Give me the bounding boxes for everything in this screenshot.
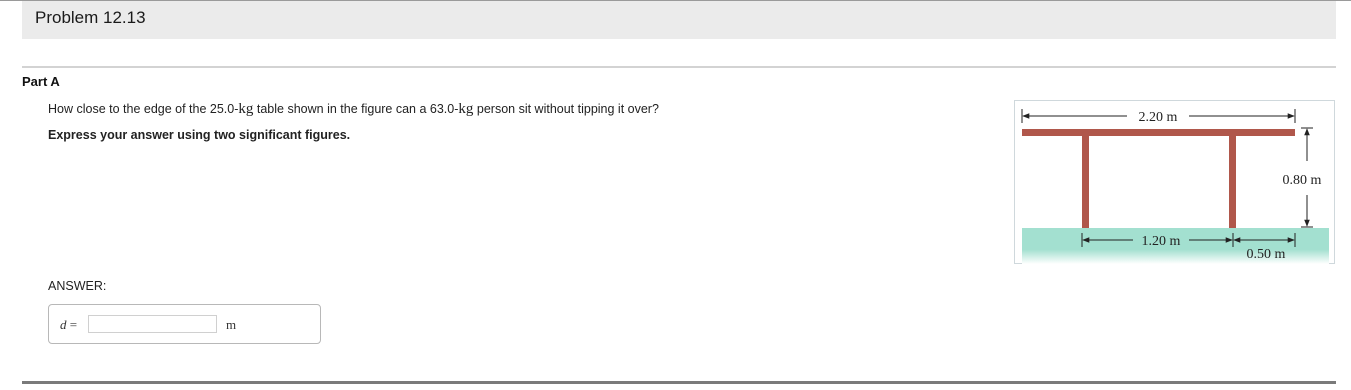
table-top bbox=[1022, 129, 1295, 136]
dim-top-label: 2.20 m bbox=[1138, 110, 1178, 125]
dim-height-label: 0.80 m bbox=[1282, 173, 1322, 188]
problem-header bbox=[22, 1, 1336, 39]
question-prefix: How close to the edge of the 25.0- bbox=[48, 102, 239, 116]
question-unit-2: kg bbox=[458, 101, 474, 117]
answer-equals: = bbox=[69, 317, 78, 332]
answer-unit: m bbox=[226, 317, 237, 332]
question-unit-1: kg bbox=[238, 101, 254, 117]
table-leg-right bbox=[1229, 136, 1236, 228]
part-title: Part A bbox=[22, 74, 60, 89]
table-leg-left bbox=[1082, 136, 1089, 228]
table-diagram bbox=[1015, 101, 1336, 265]
problem-title: Problem 12.13 bbox=[35, 8, 146, 27]
answer-variable-label bbox=[60, 317, 77, 333]
question-text bbox=[48, 101, 659, 118]
bottom-rule bbox=[22, 381, 1336, 384]
section-divider bbox=[22, 66, 1336, 68]
answer-variable: d bbox=[60, 317, 67, 332]
table-figure bbox=[1014, 100, 1335, 264]
question-middle: table shown in the figure can a 63.0- bbox=[253, 102, 459, 116]
dim-leg-label: 1.20 m bbox=[1141, 234, 1181, 249]
answer-input[interactable] bbox=[88, 315, 217, 333]
answer-label: ANSWER: bbox=[48, 279, 107, 293]
instruction-text: Express your answer using two significant figures. bbox=[48, 128, 351, 142]
question-suffix: person sit without tipping it over? bbox=[473, 102, 659, 116]
dim-overhang-label: 0.50 m bbox=[1246, 247, 1286, 262]
answer-box bbox=[48, 304, 321, 344]
